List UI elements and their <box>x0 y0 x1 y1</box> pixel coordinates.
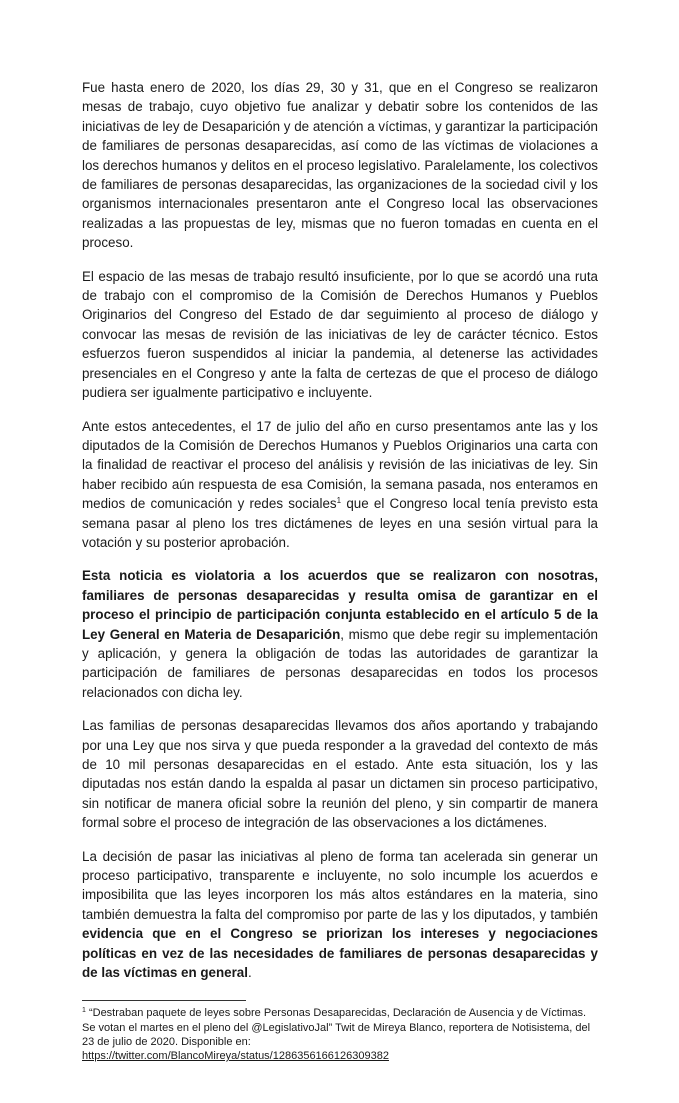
footnote-reference[interactable]: 1 <box>336 496 342 506</box>
paragraph-4-bold: Esta noticia es violatoria a los acuerdos que se realizaron con nosotras, familiares de personas desaparecidas y resulta omisa de garantizar en el proceso el principio de participación conjunta establecido en el artículo 5 de la Ley General en Materia de Desaparición <box>82 568 598 642</box>
paragraph-5-text: Las familias de personas desaparecidas llevamos dos años aportando y trabajando por una Ley que nos sirva y que pueda responder a la gravedad del contexto de más de 10 mil personas desaparecidas en el estado. Ante esta situación, los y las diputadas nos están dando la espalda al pasar un dictamen sin proceso participativo, sin notificar de manera oficial sobre la reunión del pleno, y sin compartir de manera formal sobre el proceso de integración de las observaciones a los dictámenes. <box>82 718 598 831</box>
paragraph-6-text-end: . <box>247 965 252 981</box>
footnote-separator <box>82 1000 246 1001</box>
paragraph-2-text: El espacio de las mesas de trabajo resultó insuficiente, por lo que se acordó una ruta de trabajo con el compromiso de la Comisión de Derechos Humanos y Pueblos Originarios del Congreso del Estado de dar seguimiento al proceso de diálogo y convocar las mesas de revisión de las iniciativas de ley de carácter técnico. Estos esfuerzos fueron suspendidos al iniciar la pandemia, al detenerse las actividades presenciales en el Congreso y ante la falta de certezas de que el proceso de diálogo pudiera ser igualmente participativo e incluyente. <box>82 268 598 401</box>
paragraph-1-text: Fue hasta enero de 2020, los días 29, 30 y 31, que en el Congreso se realizaron mesas de trabajo, cuyo objetivo fue analizar y debatir sobre los contenidos de las iniciativas de ley de Desaparición y de atención a víctimas, y garantizar la participación de familiares de personas desaparecidas, así como de las víctimas de violaciones a los derechos humanos y delitos en el proceso legislativo. Paralelamente, los colectivos de familiares de personas desaparecidas, las organizaciones de la sociedad civil y los organismos internacionales presentaron ante el Congreso local las observaciones realizadas a las propuestas de ley, mismas que no fueron tomadas en cuenta en el proceso. <box>82 80 598 251</box>
footnote <box>82 1006 602 1063</box>
paragraph-2 <box>82 267 598 403</box>
paragraph-6 <box>82 847 598 983</box>
paragraph-3-text-after: que el Congreso local tenía previsto esta semana pasar al pleno los tres dictámenes de leyes en una sesión virtual para la votación y su posterior aprobación. <box>82 496 599 550</box>
paragraph-4-text: , mismo que debe regir su implementación y aplicación, y genera la obligación de todas las autoridades de garantizar la participación de familiares de personas desaparecidas en todos los procesos relacionados con dicha ley. <box>82 626 598 700</box>
paragraph-6-bold: evidencia que en el Congreso se priorizan los intereses y negociaciones políticas en vez de las necesidades de familiares de personas desaparecidas y de las víctimas en general <box>82 926 598 981</box>
paragraph-3 <box>82 417 598 553</box>
paragraph-1 <box>82 78 598 253</box>
paragraph-5 <box>82 716 598 832</box>
paragraph-3-text-before: Ante estos antecedentes, el 17 de julio del año en curso presentamos ante las y los diputados de la Comisión de Derechos Humanos y Pueblos Originarios una carta con la finalidad de reactivar el proceso del análisis y revisión de las iniciativas de ley. Sin haber recibido aún respuesta de esa Comisión, la semana pasada, nos enteramos en medios de comunicación y redes sociales <box>82 418 598 512</box>
footnote-link[interactable]: https://twitter.com/BlancoMireya/status/1286356166126309382 <box>82 1050 389 1063</box>
paragraph-4 <box>82 566 598 702</box>
footnote-text: “Destraban paquete de leyes sobre Personas Desaparecidas, Declaración de Ausencia y de Víctimas. Se votan el martes en el pleno del @LegislativoJal” Twit de Mireya Blanco, reportera de Notisistema, del 23 de julio de 2020. Disponible en: <box>82 1007 591 1048</box>
document-body <box>82 78 598 982</box>
paragraph-6-text: La decisión de pasar las iniciativas al pleno de forma tan acelerada sin generar un proceso participativo, transparente e incluyente, no solo incumple los acuerdos e imposibilita que las leyes incorporen los más altos estándares en la materia, sino también demuestra la falta del compromiso por parte de las y los diputados, y también <box>82 848 598 922</box>
footnote-number: 1 <box>82 1007 86 1015</box>
